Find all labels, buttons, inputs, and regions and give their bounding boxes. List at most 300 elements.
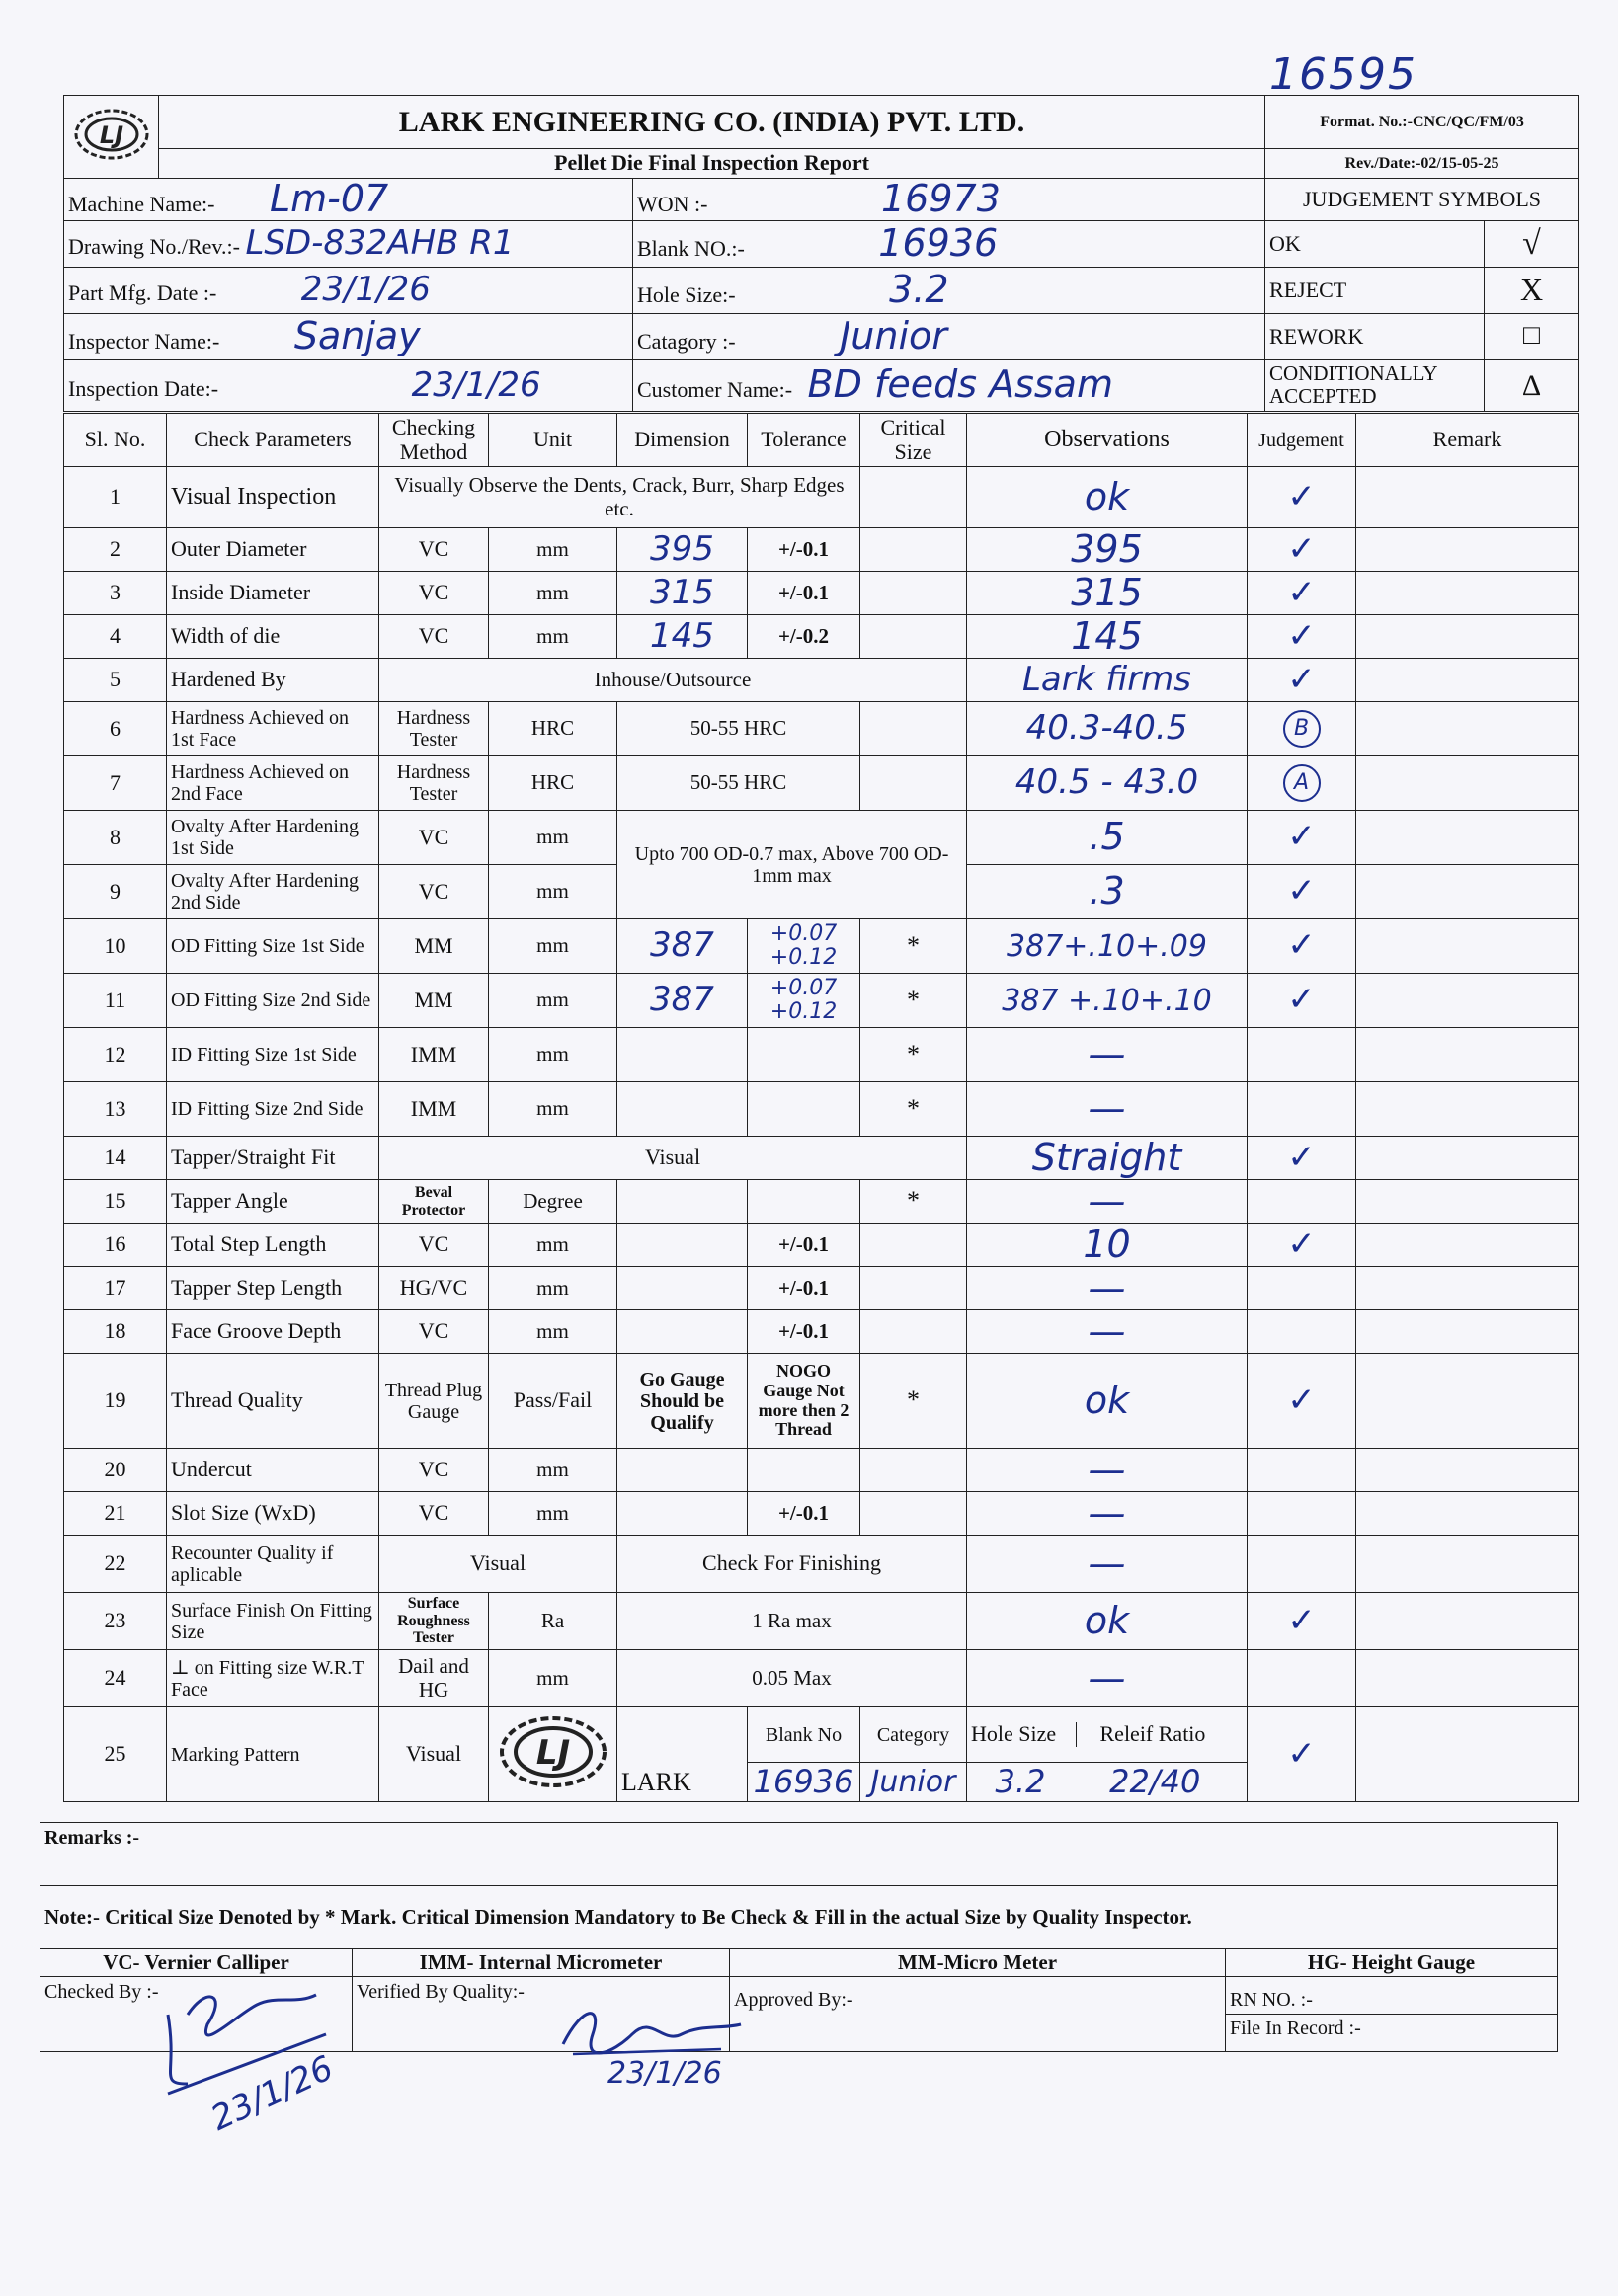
col-critical-size: Critical Size <box>860 414 967 467</box>
blank-no-label: Blank NO.:- <box>637 235 745 261</box>
judgement-cell <box>1248 702 1356 756</box>
customer-name-row <box>633 359 1265 411</box>
param-cell: OD Fitting Size 2nd Side <box>167 974 379 1028</box>
remark-cell <box>1356 528 1579 572</box>
remark-cell <box>1356 572 1579 615</box>
hole-size-label: Hole Size:- <box>637 281 736 307</box>
method-cell: IMM <box>379 1028 489 1082</box>
critical-cell: * <box>860 919 967 974</box>
tolerance-cell: NOGO Gauge Not more then 2 Thread <box>748 1354 860 1449</box>
method-cell: HG/VC <box>379 1267 489 1310</box>
dimension-cell <box>617 1492 748 1536</box>
sl-cell: 23 <box>64 1593 167 1650</box>
method-cell: VC <box>379 528 489 572</box>
critical-cell <box>860 528 967 572</box>
dimension-cell <box>617 1180 748 1224</box>
observation-cell: 395 <box>967 528 1248 572</box>
judgement-cell: ✓ <box>1248 615 1356 659</box>
method-cell: Visual <box>379 1707 489 1802</box>
symbol-rework-icon: □ <box>1485 313 1579 359</box>
table-row <box>64 467 1579 528</box>
dimension-cell: 145 <box>617 615 748 659</box>
param-cell: Visual Inspection <box>167 467 379 528</box>
param-cell: Undercut <box>167 1449 379 1492</box>
symbol-conditional-label: CONDITIONALLY ACCEPTED <box>1265 359 1485 411</box>
tolerance-cell: +/-0.1 <box>748 1492 860 1536</box>
critical-cell <box>860 1224 967 1267</box>
dimension-cell <box>617 1267 748 1310</box>
critical-cell: * <box>860 1354 967 1449</box>
part-mfg-date-row <box>64 267 633 313</box>
remark-cell <box>1356 467 1579 528</box>
remark-cell <box>1356 1650 1579 1707</box>
blank-no-value: 16936 <box>878 220 999 265</box>
judgement-cell <box>1248 1449 1356 1492</box>
tolerance-cell <box>748 1180 860 1224</box>
table-row <box>64 1650 1579 1707</box>
observation-cell: — <box>967 1028 1248 1082</box>
tolerance-cell: +/-0.1 <box>748 528 860 572</box>
serial-number: 16595 <box>1269 49 1417 100</box>
marking-row <box>64 1707 1579 1763</box>
method-cell: Beval Protector <box>379 1180 489 1224</box>
table-row <box>64 1449 1579 1492</box>
sl-cell: 24 <box>64 1650 167 1707</box>
param-cell: Surface Finish On Fitting Size <box>167 1593 379 1650</box>
remark-cell <box>1356 919 1579 974</box>
unit-cell: HRC <box>489 702 617 756</box>
dimension-cell: 395 <box>617 528 748 572</box>
param-cell: Tapper Step Length <box>167 1267 379 1310</box>
remark-cell <box>1356 1536 1579 1593</box>
col-sl-no: Sl. No. <box>64 414 167 467</box>
marking-relief-ratio-label: Releif Ratio <box>1099 1721 1206 1747</box>
table-row <box>64 572 1579 615</box>
param-cell: ⊥ on Fitting size W.R.T Face <box>167 1650 379 1707</box>
dimension-cell: 0.05 Max <box>617 1650 967 1707</box>
observation-cell: 387+.10+.09 <box>967 919 1248 974</box>
table-row <box>64 1267 1579 1310</box>
dimension-cell: 387 <box>617 919 748 974</box>
dimension-cell: 315 <box>617 572 748 615</box>
observation-cell: — <box>967 1449 1248 1492</box>
observation-cell: ok <box>967 467 1248 528</box>
judgement-cell: ✓ <box>1248 528 1356 572</box>
category-value: Junior <box>840 313 947 357</box>
critical-cell: * <box>860 1180 967 1224</box>
tolerance-cell <box>748 1082 860 1137</box>
method-cell: Visual <box>379 1536 617 1593</box>
sl-cell: 13 <box>64 1082 167 1137</box>
remark-cell <box>1356 1267 1579 1310</box>
observation-cell: Lark firms <box>967 659 1248 702</box>
observation-cell: 315 <box>967 572 1248 615</box>
table-row <box>64 1082 1579 1137</box>
marking-category-label: Category <box>860 1707 967 1763</box>
observation-cell: — <box>967 1310 1248 1354</box>
checked-by-date: 23/1/26 <box>204 2048 340 2139</box>
sl-cell: 15 <box>64 1180 167 1224</box>
param-cell: Hardness Achieved on 1st Face <box>167 702 379 756</box>
unit-cell: mm <box>489 1028 617 1082</box>
table-row <box>64 615 1579 659</box>
rn-no-label: RN NO. :- <box>1226 1986 1557 2015</box>
critical-cell <box>860 615 967 659</box>
rev-date: Rev./Date:-02/15-05-25 <box>1265 149 1579 179</box>
tolerance-cell: +/-0.1 <box>748 1267 860 1310</box>
judgement-cell: ✓ <box>1248 811 1356 865</box>
param-cell: ID Fitting Size 2nd Side <box>167 1082 379 1137</box>
category-label: Catagory :- <box>637 328 736 354</box>
col-tolerance: Tolerance <box>748 414 860 467</box>
company-name: LARK ENGINEERING CO. (INDIA) PVT. LTD. <box>159 96 1265 149</box>
judgement-cell: ✓ <box>1248 919 1356 974</box>
param-cell: Width of die <box>167 615 379 659</box>
lark-logo-icon <box>70 106 153 163</box>
critical-cell: * <box>860 974 967 1028</box>
judgement-cell: ✓ <box>1248 659 1356 702</box>
marking-relief-ratio-value: 22/40 <box>1109 1762 1201 1800</box>
symbol-reject-icon: X <box>1485 267 1579 313</box>
remark-cell <box>1356 756 1579 811</box>
sl-cell: 1 <box>64 467 167 528</box>
legend-hg: HG- Height Gauge <box>1226 1949 1558 1977</box>
judgement-cell <box>1248 1267 1356 1310</box>
remark-cell <box>1356 865 1579 919</box>
marking-logo-cell <box>489 1707 617 1802</box>
tolerance-cell: +/-0.1 <box>748 1224 860 1267</box>
table-row <box>64 528 1579 572</box>
machine-name-value: Lm-07 <box>269 178 389 220</box>
sl-cell: 22 <box>64 1536 167 1593</box>
won-row <box>633 179 1265 221</box>
tolerance-cell <box>748 1028 860 1082</box>
sl-cell: 17 <box>64 1267 167 1310</box>
verified-by-date: 23/1/26 <box>607 2056 722 2091</box>
inspector-name-row <box>64 313 633 359</box>
inspection-date-label: Inspection Date:- <box>68 375 219 401</box>
legend-imm: IMM- Internal Micrometer <box>353 1949 730 1977</box>
observation-cell: ok <box>967 1593 1248 1650</box>
method-cell: VC <box>379 1449 489 1492</box>
table-row <box>64 919 1579 974</box>
inspector-name-label: Inspector Name:- <box>68 328 220 354</box>
observation-cell: — <box>967 1082 1248 1137</box>
table-row <box>64 1593 1579 1650</box>
table-row <box>64 1137 1579 1180</box>
judgement-cell <box>1248 1180 1356 1224</box>
checked-by-label: Checked By :- <box>44 1981 159 2003</box>
sl-cell: 2 <box>64 528 167 572</box>
inspector-name-value: Sanjay <box>293 313 421 357</box>
judgement-cell: ✓ <box>1248 1707 1356 1802</box>
remark-cell <box>1356 1224 1579 1267</box>
sl-cell: 16 <box>64 1224 167 1267</box>
sl-cell: 7 <box>64 756 167 811</box>
symbol-conditional-icon: Δ <box>1485 359 1579 411</box>
dimension-cell <box>617 1224 748 1267</box>
judgement-cell <box>1248 1536 1356 1593</box>
judgement-cell: ✓ <box>1248 1593 1356 1650</box>
legend-mm: MM-Micro Meter <box>730 1949 1226 1977</box>
marking-labels-cell <box>967 1707 1248 1763</box>
lark-marking-logo-icon <box>494 1712 612 1791</box>
unit-cell: HRC <box>489 756 617 811</box>
observation-cell: ok <box>967 1354 1248 1449</box>
judgement-cell: ✓ <box>1248 1224 1356 1267</box>
judgement-cell <box>1248 756 1356 811</box>
sl-cell: 19 <box>64 1354 167 1449</box>
param-cell: Ovalty After Hardening 2nd Side <box>167 865 379 919</box>
unit-cell: Degree <box>489 1180 617 1224</box>
dimension-cell: 1 Ra max <box>617 1593 967 1650</box>
svg-text:LJ: LJ <box>99 121 123 150</box>
observation-cell: .5 <box>967 811 1248 865</box>
param-cell: Thread Quality <box>167 1354 379 1449</box>
critical-cell: * <box>860 1082 967 1137</box>
tolerance-cell: +0.07 +0.12 <box>748 974 860 1028</box>
dimension-cell: Check For Finishing <box>617 1536 967 1593</box>
method-cell: VC <box>379 865 489 919</box>
critical-size-note: Note:- Critical Size Denoted by * Mark. Critical Dimension Mandatory to Be Check & Fill in the actual Size by Quality Inspector. <box>40 1886 1558 1949</box>
table-row <box>64 1310 1579 1354</box>
method-cell: Dail and HG <box>379 1650 489 1707</box>
remark-cell <box>1356 974 1579 1028</box>
sl-cell: 12 <box>64 1028 167 1082</box>
critical-cell <box>860 467 967 528</box>
sl-cell: 3 <box>64 572 167 615</box>
col-remark: Remark <box>1356 414 1579 467</box>
approved-by-label: Approved By:- <box>734 1989 853 2011</box>
marking-blank-no-label: Blank No <box>748 1707 860 1763</box>
observation-cell: — <box>967 1267 1248 1310</box>
critical-cell <box>860 1449 967 1492</box>
marking-hole-size-value: 3.2 <box>995 1762 1046 1800</box>
unit-cell: mm <box>489 1650 617 1707</box>
param-cell: Ovalty After Hardening 1st Side <box>167 811 379 865</box>
col-dimension: Dimension <box>617 414 748 467</box>
legend-vc: VC- Vernier Calliper <box>40 1949 353 1977</box>
sl-cell: 18 <box>64 1310 167 1354</box>
dimension-cell <box>617 1310 748 1354</box>
sl-cell: 14 <box>64 1137 167 1180</box>
param-cell: Tapper/Straight Fit <box>167 1137 379 1180</box>
dimension-cell <box>617 1449 748 1492</box>
observation-cell: 387 +.10+.10 <box>967 974 1248 1028</box>
param-cell: Hardness Achieved on 2nd Face <box>167 756 379 811</box>
critical-cell <box>860 1310 967 1354</box>
observation-cell: — <box>967 1180 1248 1224</box>
param-cell: Total Step Length <box>167 1224 379 1267</box>
won-label: WON :- <box>637 192 708 216</box>
param-cell: Slot Size (WxD) <box>167 1492 379 1536</box>
approved-by-cell <box>730 1977 1226 2052</box>
remarks-label: Remarks :- <box>40 1823 1558 1886</box>
sl-cell: 8 <box>64 811 167 865</box>
grade-b-circle: B <box>1283 710 1321 748</box>
col-checking-method: Checking Method <box>379 414 489 467</box>
judgement-cell <box>1248 1028 1356 1082</box>
symbol-ok-icon: √ <box>1485 220 1579 267</box>
sl-cell: 4 <box>64 615 167 659</box>
unit-cell: mm <box>489 615 617 659</box>
drawing-no-row <box>64 220 633 267</box>
unit-cell: mm <box>489 811 617 865</box>
observation-cell: 40.3-40.5 <box>967 702 1248 756</box>
judgement-cell <box>1248 1492 1356 1536</box>
unit-cell: mm <box>489 1224 617 1267</box>
grade-a-circle: A <box>1283 764 1321 802</box>
dimension-cell <box>617 1082 748 1137</box>
method-cell: Hardness Tester <box>379 756 489 811</box>
tolerance-cell: +/-0.1 <box>748 572 860 615</box>
customer-name-value: BD feeds Assam <box>807 362 1113 407</box>
col-observations: Observations <box>967 414 1248 467</box>
symbol-ok-label: OK <box>1265 220 1485 267</box>
unit-cell: mm <box>489 1267 617 1310</box>
method-span-cell: Visually Observe the Dents, Crack, Burr, Sharp Edges etc. <box>379 467 860 528</box>
hole-size-row <box>633 267 1265 313</box>
param-cell: Outer Diameter <box>167 528 379 572</box>
remark-cell <box>1356 659 1579 702</box>
record-cell <box>1226 1977 1558 2052</box>
sl-cell: 11 <box>64 974 167 1028</box>
judgement-cell: ✓ <box>1248 467 1356 528</box>
drawing-no-label: Drawing No./Rev.:- <box>68 234 240 260</box>
verified-by-label: Verified By Quality:- <box>357 1981 525 2003</box>
col-unit: Unit <box>489 414 617 467</box>
ovalty-spec-cell: Upto 700 OD-0.7 max, Above 700 OD-1mm max <box>617 811 967 919</box>
unit-cell: mm <box>489 528 617 572</box>
observation-cell: 10 <box>967 1224 1248 1267</box>
observation-cell: 145 <box>967 615 1248 659</box>
table-row <box>64 1492 1579 1536</box>
method-cell: VC <box>379 811 489 865</box>
table-row <box>64 1536 1579 1593</box>
symbol-rework-label: REWORK <box>1265 313 1485 359</box>
method-cell: Thread Plug Gauge <box>379 1354 489 1449</box>
marking-lark-text: LARK <box>617 1707 748 1802</box>
table-row <box>64 1180 1579 1224</box>
param-cell: Hardened By <box>167 659 379 702</box>
marking-category-value: Junior <box>860 1763 967 1802</box>
marking-values-cell <box>967 1763 1248 1802</box>
method-span-cell: Inhouse/Outsource <box>379 659 967 702</box>
customer-name-label: Customer Name:- <box>637 377 793 403</box>
inspection-date-value: 23/1/26 <box>411 364 541 405</box>
unit-cell: mm <box>489 1492 617 1536</box>
judgement-cell <box>1248 1650 1356 1707</box>
remark-cell <box>1356 1707 1579 1802</box>
remark-cell <box>1356 1180 1579 1224</box>
param-cell: Recounter Quality if aplicable <box>167 1536 379 1593</box>
critical-cell: * <box>860 1028 967 1082</box>
observation-cell: — <box>967 1650 1248 1707</box>
tolerance-cell: +/-0.1 <box>748 1310 860 1354</box>
sl-cell: 20 <box>64 1449 167 1492</box>
dimension-cell <box>617 1028 748 1082</box>
method-cell: Hardness Tester <box>379 702 489 756</box>
unit-cell: mm <box>489 1310 617 1354</box>
remark-cell <box>1356 811 1579 865</box>
sl-cell: 5 <box>64 659 167 702</box>
critical-cell <box>860 1267 967 1310</box>
judgement-cell: ✓ <box>1248 974 1356 1028</box>
unit-cell: mm <box>489 974 617 1028</box>
method-cell: VC <box>379 1492 489 1536</box>
dimension-cell: Go Gauge Should be Qualify <box>617 1354 748 1449</box>
param-cell: OD Fitting Size 1st Side <box>167 919 379 974</box>
unit-cell: mm <box>489 572 617 615</box>
remark-cell <box>1356 702 1579 756</box>
table-row <box>64 756 1579 811</box>
param-cell: Inside Diameter <box>167 572 379 615</box>
param-cell: Marking Pattern <box>167 1707 379 1802</box>
part-mfg-date-value: 23/1/26 <box>300 270 431 310</box>
judgement-cell: ✓ <box>1248 572 1356 615</box>
unit-cell: Pass/Fail <box>489 1354 617 1449</box>
sl-cell: 6 <box>64 702 167 756</box>
tolerance-cell <box>748 1449 860 1492</box>
method-cell: MM <box>379 919 489 974</box>
tolerance-cell: +/-0.2 <box>748 615 860 659</box>
method-cell: VC <box>379 1310 489 1354</box>
blank-no-row <box>633 220 1265 267</box>
sl-cell: 10 <box>64 919 167 974</box>
sl-cell: 9 <box>64 865 167 919</box>
col-check-parameters: Check Parameters <box>167 414 379 467</box>
svg-text:LJ: LJ <box>535 1733 570 1774</box>
table-row <box>64 974 1579 1028</box>
remark-cell <box>1356 1449 1579 1492</box>
critical-cell <box>860 1492 967 1536</box>
param-cell: Face Groove Depth <box>167 1310 379 1354</box>
file-in-record-label: File In Record :- <box>1230 2018 1361 2039</box>
marking-blank-no-value: 16936 <box>748 1763 860 1802</box>
remark-cell <box>1356 1492 1579 1536</box>
observation-cell: .3 <box>967 865 1248 919</box>
sl-cell: 21 <box>64 1492 167 1536</box>
header-table <box>63 95 1579 412</box>
judgement-cell <box>1248 1082 1356 1137</box>
table-row <box>64 1224 1579 1267</box>
machine-name-row <box>64 179 633 221</box>
unit-cell: mm <box>489 1082 617 1137</box>
judgement-symbols-title: JUDGEMENT SYMBOLS <box>1265 179 1579 221</box>
marking-hole-size-label: Hole Size <box>971 1722 1077 1746</box>
judgement-cell: ✓ <box>1248 1137 1356 1180</box>
judgement-cell <box>1248 1310 1356 1354</box>
inspection-table <box>63 413 1579 1802</box>
hole-size-value: 3.2 <box>889 267 949 311</box>
param-cell: ID Fitting Size 1st Side <box>167 1028 379 1082</box>
col-judgement: Judgement <box>1248 414 1356 467</box>
method-cell: Surface Roughness Tester <box>379 1593 489 1650</box>
table-row <box>64 1354 1579 1449</box>
observation-cell: 40.5 - 43.0 <box>967 756 1248 811</box>
dimension-cell: 50-55 HRC <box>617 702 860 756</box>
part-mfg-date-label: Part Mfg. Date :- <box>68 280 217 306</box>
unit-cell: mm <box>489 919 617 974</box>
unit-cell: mm <box>489 1449 617 1492</box>
method-cell: VC <box>379 572 489 615</box>
tolerance-cell: +0.07 +0.12 <box>748 919 860 974</box>
remark-cell <box>1356 615 1579 659</box>
table-row <box>64 811 1579 865</box>
remark-cell <box>1356 1310 1579 1354</box>
method-cell: MM <box>379 974 489 1028</box>
remark-cell <box>1356 1028 1579 1082</box>
